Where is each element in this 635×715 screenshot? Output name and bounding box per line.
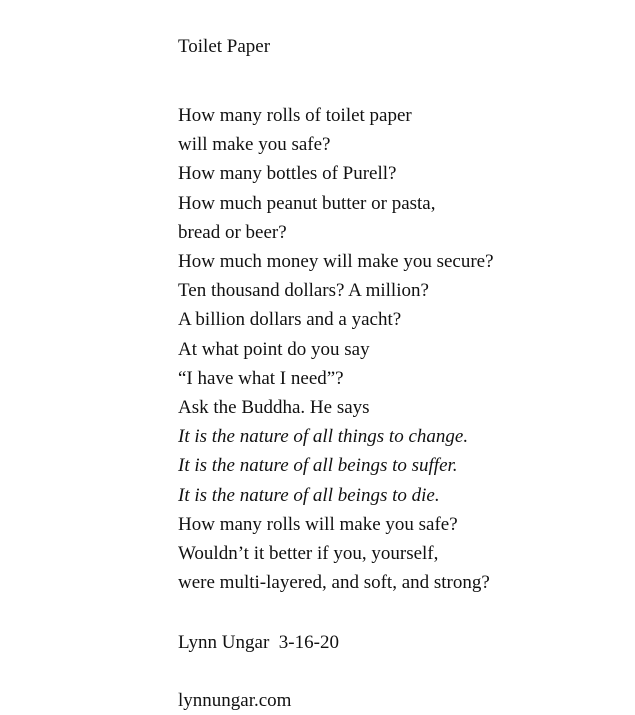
poem-line: bread or beer? — [178, 221, 287, 243]
poem-line: Wouldn’t it better if you, yourself, — [178, 543, 439, 565]
poem-page — [178, 33, 618, 715]
poem-line: were multi-layered, and soft, and strong? — [178, 572, 490, 594]
poem-line: How many rolls of toilet paper — [178, 105, 412, 126]
poem-line: A billion dollars and a yacht? — [178, 309, 402, 331]
website-text: lynnungar.com — [178, 690, 292, 712]
poem-line-italic: It is the nature of all things to change. — [178, 426, 469, 448]
poem-line: How much peanut butter or pasta, — [178, 192, 436, 214]
poem-line: will make you safe? — [178, 134, 331, 156]
poem-title: Toilet Paper — [178, 36, 271, 57]
poem-line: Ask the Buddha. He says — [178, 397, 370, 419]
poem-body — [178, 101, 618, 597]
poem-line: Ten thousand dollars? A million? — [178, 280, 429, 302]
poem-line: “I have what I need”? — [178, 367, 344, 389]
poem-line-italic: It is the nature of all beings to suffer. — [178, 455, 458, 477]
poem-line: How much money will make you secure? — [178, 251, 494, 273]
poem-line-italic: It is the nature of all beings to die. — [178, 484, 440, 506]
poem-line: How many rolls will make you safe? — [178, 513, 458, 535]
poem-line: How many bottles of Purell? — [178, 163, 397, 185]
poem-line: At what point do you say — [178, 338, 370, 360]
author-signature: Lynn Ungar 3-16-20 — [178, 632, 339, 654]
